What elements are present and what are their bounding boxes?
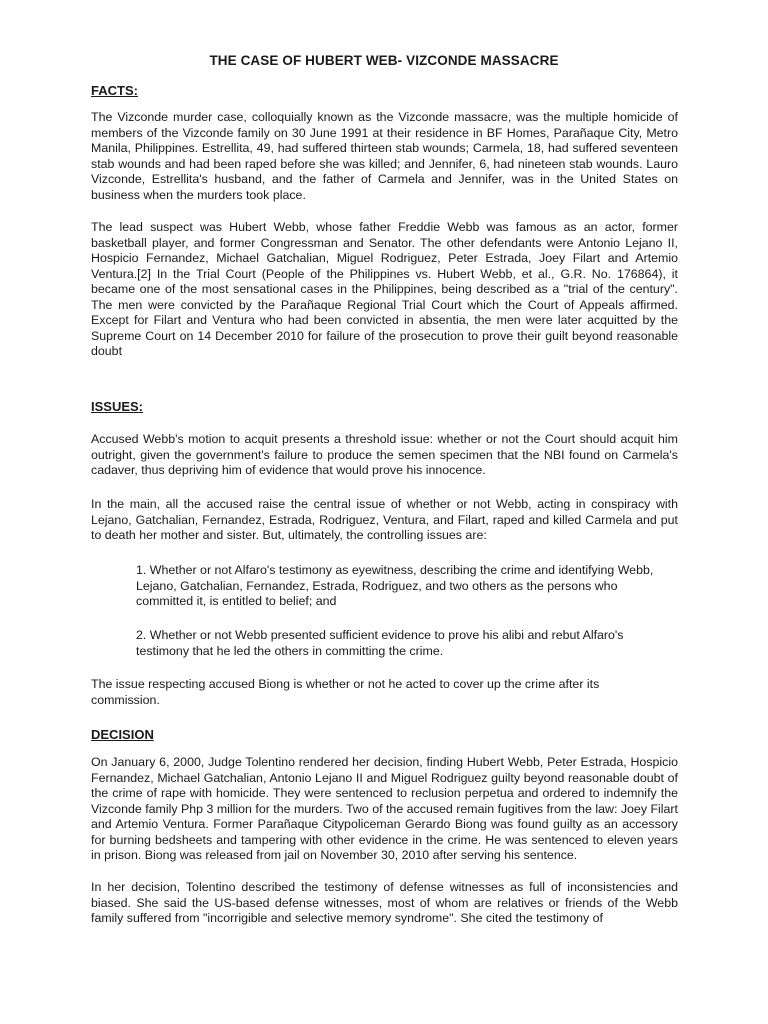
- issue-item-1: 1. Whether or not Alfaro's testimony as eyewitness, describing the crime and identifying Webb, Lejano, Gatchalian, Fernandez, Estrada, Rodriguez, and two others as the persons who committed it, is entitled to belief; and: [136, 563, 654, 608]
- facts-heading: FACTS:: [91, 83, 138, 98]
- decision-paragraph-2: In her decision, Tolentino described the testimony of defense witnesses as full of inconsistencies and biased. She said the US-based defense witnesses, most of whom are relatives or friends of the Webb family suffered from "incorrigible and selective memory syndrome". She cited the testimony of: [91, 880, 678, 925]
- facts-paragraph-2: The lead suspect was Hubert Webb, whose father Freddie Webb was famous as an actor, former basketball player, and former Congressman and Senator. The other defendants were Antonio Lejano II, Hospicio Fernandez, Michael Gatchalian, Miguel Rodriguez, Peter Estrada, Joey Filart and Artemio Ventura.[2] In the Trial Court (People of the Philippines vs. Hubert Webb, et al., G.R. No. 176864), it became one of the most sensational cases in the Philippines, being described as a "trial of the century". The men were convicted by the Parañaque Regional Trial Court which the Court of Appeals affirmed. Except for Filart and Ventura who had been convicted in absentia, the men were later acquitted by the Supreme Court on 14 December 2010 for failure of the prosecution to prove their guilt beyond reasonable doubt: [91, 220, 678, 358]
- issues-paragraph-1: Accused Webb's motion to acquit presents a threshold issue: whether or not the Court should acquit him outright, given the government's failure to produce the semen specimen that the NBI found on Carmela's cadaver, thus depriving him of evidence that would prove his innocence.: [91, 432, 678, 477]
- issues-paragraph-3: The issue respecting accused Biong is whether or not he acted to cover up the crime after its commission.: [91, 677, 600, 707]
- decision-heading: DECISION: [91, 727, 154, 742]
- decision-paragraph-1: On January 6, 2000, Judge Tolentino rendered her decision, finding Hubert Webb, Peter Estrada, Hospicio Fernandez, Michael Gatchalian, Antonio Lejano II and Miguel Rodriguez guilty beyond reasonable doubt of the crime of rape with homicide. They were sentenced to reclusion perpetua and ordered to indemnify the Vizconde family Php 3 million for the murders. Two of the accused remain fugitives from the law: Joey Filart and Artemio Ventura. Former Parañaque Citypoliceman Gerardo Biong was found guilty as an accessory for burning bedsheets and tampering with other evidence in the crime. He was sentenced to eleven years in prison. Biong was released from jail on November 30, 2010 after serving his sentence.: [91, 755, 678, 862]
- facts-paragraph-1: The Vizconde murder case, colloquially known as the Vizconde massacre, was the multiple homicide of members of the Vizconde family on 30 June 1991 at their residence in BF Homes, Parañaque City, Metro Manila, Philippines. Estrellita, 49, had suffered thirteen stab wounds; Carmela, 18, had suffered seventeen stab wounds and had been raped before she was killed; and Jennifer, 6, had nineteen stab wounds. Lauro Vizconde, Estrellita's husband, and the father of Carmela and Jennifer, was in the United States on business when the murders took place.: [91, 110, 678, 202]
- issue-item-2: 2. Whether or not Webb presented sufficient evidence to prove his alibi and rebut Alfaro's testimony that he led the others in committing the crime.: [136, 628, 624, 658]
- document-title: THE CASE OF HUBERT WEB- VIZCONDE MASSACRE: [209, 53, 559, 68]
- issues-heading: ISSUES:: [91, 399, 144, 414]
- issues-paragraph-2: In the main, all the accused raise the central issue of whether or not Webb, acting in conspiracy with Lejano, Gatchalian, Fernandez, Estrada, Rodriguez, Ventura, and Filart, raped and killed Carmela and put to death her mother and sister. But, ultimately, the controlling issues are:: [91, 497, 678, 542]
